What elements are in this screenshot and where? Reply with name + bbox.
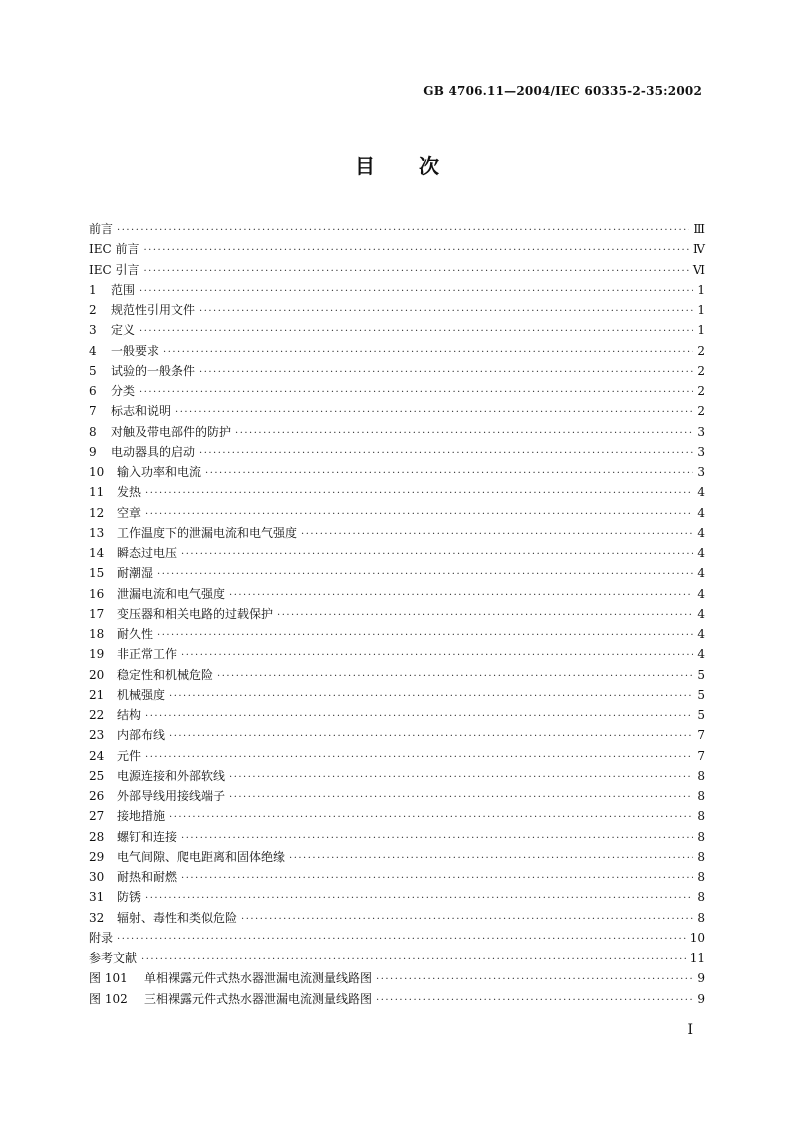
toc-entry-label: 接地措施 <box>117 809 166 824</box>
toc-entry-number: 16 <box>89 586 105 601</box>
toc-entry[interactable] <box>89 705 705 725</box>
toc-entry[interactable] <box>89 422 705 442</box>
toc-entry-number: 4 <box>89 343 97 358</box>
toc-entry[interactable] <box>89 280 705 300</box>
toc-entry-label: 瞬态过电压 <box>117 546 178 560</box>
toc-entry-label: 分类 <box>111 384 136 398</box>
toc-dot-leader <box>301 525 693 545</box>
page-title <box>0 150 794 179</box>
toc-entry-number: 3 <box>89 323 97 338</box>
toc-entry-page: 8 <box>697 789 705 803</box>
toc-dot-leader <box>145 707 693 727</box>
toc-entry-label: 耐潮湿 <box>117 566 154 581</box>
toc-entry[interactable] <box>89 665 705 685</box>
toc-entry-page: 1 <box>697 323 705 338</box>
toc-entry-page: 4 <box>697 505 705 520</box>
toc-entry-number: 18 <box>89 627 105 641</box>
toc-entry-number: 23 <box>89 728 105 743</box>
toc-dot-leader <box>199 363 693 383</box>
toc-entry[interactable] <box>89 685 705 705</box>
toc-entry[interactable] <box>89 361 705 381</box>
toc-entry-number: 20 <box>89 667 105 682</box>
toc-dot-leader <box>229 586 693 606</box>
toc-entry-page: 2 <box>697 384 705 398</box>
toc-entry-label: 定义 <box>111 323 136 338</box>
toc-dot-leader <box>157 565 693 585</box>
toc-entry-number: 26 <box>89 789 105 803</box>
toc-entry-label: 耐热和耐燃 <box>117 870 178 884</box>
toc-entry[interactable] <box>89 948 705 968</box>
toc-entry-number: 10 <box>89 465 105 479</box>
toc-entry-label: 外部导线用接线端子 <box>117 789 226 803</box>
toc-dot-leader <box>229 768 693 788</box>
toc-entry-page: 8 <box>697 910 705 925</box>
toc-entry-page: 7 <box>697 728 705 743</box>
toc-entry-page: 4 <box>697 627 705 641</box>
toc-entry-label: 机械强度 <box>117 687 166 702</box>
toc-entry-page: 4 <box>697 525 705 540</box>
toc-entry-label: 对触及带电部件的防护 <box>111 424 232 439</box>
toc-entry[interactable] <box>89 320 705 340</box>
toc-dot-leader <box>163 343 693 363</box>
toc-entry-page: 9 <box>697 971 705 986</box>
toc-entry-page: 4 <box>697 485 705 500</box>
toc-entry-number: 28 <box>89 829 105 844</box>
toc-entry-label: 标志和说明 <box>111 404 172 419</box>
toc-entry-page: Ⅲ <box>693 222 705 236</box>
page-number: I <box>687 1022 693 1038</box>
toc-entry-number: 5 <box>89 363 97 378</box>
toc-entry-page: 2 <box>697 404 705 419</box>
toc-dot-leader <box>144 262 689 282</box>
toc-entry-page: 4 <box>697 586 705 601</box>
toc-entry-label: 非正常工作 <box>117 647 178 662</box>
toc-entry[interactable] <box>89 968 705 988</box>
toc-dot-leader <box>141 950 686 970</box>
toc-dot-leader <box>199 302 693 322</box>
toc-entry[interactable] <box>89 442 705 462</box>
toc-dot-leader <box>241 910 693 930</box>
toc-entry[interactable] <box>89 725 705 745</box>
toc-entry-page: 3 <box>697 444 705 459</box>
toc-dot-leader <box>169 808 693 828</box>
toc-entry[interactable] <box>89 928 705 948</box>
toc-entry-number: 25 <box>89 768 105 783</box>
toc-entry-label: 元件 <box>117 748 142 763</box>
toc-dot-leader <box>117 930 686 950</box>
toc-dot-leader <box>145 484 693 504</box>
toc-entry-label: 辐射、毒性和类似危险 <box>117 910 238 925</box>
toc-entry-page: 4 <box>697 546 705 560</box>
toc-entry-page: 5 <box>697 708 705 722</box>
toc-dot-leader <box>376 970 693 990</box>
toc-entry-number: 2 <box>89 303 97 317</box>
toc-entry-number: 9 <box>89 444 97 459</box>
toc-dot-leader <box>229 788 693 808</box>
toc-entry-page: 2 <box>697 363 705 378</box>
toc-entry[interactable] <box>89 239 705 259</box>
toc-entry[interactable] <box>89 462 705 482</box>
toc-entry-page: 8 <box>697 849 705 864</box>
toc-entry-page: 1 <box>697 282 705 297</box>
toc-entry-label: 变压器和相关电路的过载保护 <box>117 606 274 621</box>
toc-entry-number: 14 <box>89 546 105 560</box>
toc-entry-label: 输入功率和电流 <box>117 465 202 479</box>
toc-entry-label: 工作温度下的泄漏电流和电气强度 <box>117 525 298 540</box>
toc-entry-label: 参考文献 <box>89 951 138 965</box>
toc-entry-page: 4 <box>697 647 705 662</box>
toc-entry-page: Ⅳ <box>693 242 705 257</box>
toc-entry[interactable] <box>89 401 705 421</box>
toc-entry-number: 27 <box>89 809 105 824</box>
toc-dot-leader <box>181 646 693 666</box>
toc-entry-number: 13 <box>89 525 105 540</box>
toc-entry-number: 17 <box>89 606 105 621</box>
toc-entry-label: 附录 <box>89 930 114 945</box>
toc-dot-leader <box>181 545 693 565</box>
toc-entry-label: 单相裸露元件式热水器泄漏电流测量线路图 <box>144 971 373 986</box>
toc-entry[interactable] <box>89 584 705 604</box>
toc-entry-page: 7 <box>697 748 705 763</box>
toc-entry[interactable] <box>89 867 705 887</box>
toc-dot-leader <box>169 727 693 747</box>
toc-dot-leader <box>277 606 693 626</box>
toc-entry-number: 19 <box>89 647 105 662</box>
toc-entry-number: 31 <box>89 890 105 905</box>
toc-entry-number: 21 <box>89 687 105 702</box>
toc-entry-page: 3 <box>697 424 705 439</box>
toc-dot-leader <box>145 505 693 525</box>
toc-entry[interactable] <box>89 806 705 826</box>
toc-entry-number: 29 <box>89 849 105 864</box>
toc-entry-label: 试验的一般条件 <box>111 363 196 378</box>
toc-dot-leader <box>139 322 693 342</box>
toc-entry-number: 图 102 <box>89 991 128 1006</box>
toc-dot-leader <box>181 829 693 849</box>
toc-dot-leader <box>139 383 693 403</box>
toc-dot-leader <box>289 849 693 869</box>
toc-entry-page: 8 <box>697 809 705 824</box>
toc-entry-label: IEC 引言 <box>89 262 140 277</box>
toc-entry-page: 5 <box>697 667 705 682</box>
toc-entry[interactable] <box>89 644 705 664</box>
toc-dot-leader <box>157 626 693 646</box>
toc-entry[interactable] <box>89 908 705 928</box>
toc-dot-leader <box>175 403 693 423</box>
toc-entry-number: 6 <box>89 384 97 398</box>
toc-entry[interactable] <box>89 341 705 361</box>
toc-entry-number: 7 <box>89 404 97 419</box>
toc-entry-number: 32 <box>89 910 105 925</box>
toc-entry-page: 3 <box>697 465 705 479</box>
toc-entry-page: 9 <box>697 991 705 1006</box>
toc-entry-label: 电源连接和外部软线 <box>117 768 226 783</box>
toc-entry[interactable] <box>89 219 705 239</box>
toc-entry[interactable] <box>89 746 705 766</box>
toc-entry-label: 稳定性和机械危险 <box>117 667 214 682</box>
toc-entry-label: 规范性引用文件 <box>111 303 196 317</box>
toc-entry-number: 8 <box>89 424 97 439</box>
toc-entry[interactable] <box>89 766 705 786</box>
toc-entry-page: 2 <box>697 343 705 358</box>
toc-entry[interactable] <box>89 563 705 583</box>
toc-entry[interactable] <box>89 604 705 624</box>
toc-entry-label: 电气间隙、爬电距离和固体绝缘 <box>117 849 286 864</box>
toc-entry-label: 范围 <box>111 282 136 297</box>
toc-entry[interactable] <box>89 624 705 644</box>
toc-dot-leader <box>169 687 693 707</box>
toc-entry-page: Ⅵ <box>692 262 705 277</box>
toc-entry-page: 4 <box>697 566 705 581</box>
toc-dot-leader <box>217 667 693 687</box>
toc-entry-page: 8 <box>697 870 705 884</box>
table-of-contents <box>89 219 705 1009</box>
title-char-1: 目 <box>355 154 375 178</box>
toc-entry[interactable] <box>89 482 705 502</box>
toc-entry-label: 内部布线 <box>117 728 166 743</box>
toc-entry[interactable] <box>89 827 705 847</box>
toc-entry[interactable] <box>89 847 705 867</box>
toc-dot-leader <box>117 221 689 241</box>
toc-entry-number: 24 <box>89 748 105 763</box>
toc-entry-number: 22 <box>89 708 105 722</box>
toc-entry-label: 结构 <box>117 708 142 722</box>
toc-dot-leader <box>145 889 693 909</box>
toc-entry-number: 11 <box>89 485 105 500</box>
toc-entry[interactable] <box>89 523 705 543</box>
toc-entry[interactable] <box>89 543 705 563</box>
toc-entry-label: 一般要求 <box>111 343 160 358</box>
toc-entry-page: 10 <box>689 930 705 945</box>
toc-dot-leader <box>235 424 693 444</box>
toc-entry-label: 耐久性 <box>117 627 154 641</box>
toc-entry-label: 泄漏电流和电气强度 <box>117 586 226 601</box>
toc-dot-leader <box>145 748 693 768</box>
toc-entry-page: 8 <box>697 890 705 905</box>
toc-entry-label: IEC 前言 <box>89 242 140 257</box>
toc-entry-label: 电动器具的启动 <box>111 444 196 459</box>
toc-entry[interactable] <box>89 786 705 806</box>
toc-dot-leader <box>139 282 693 302</box>
toc-entry-label: 防锈 <box>117 890 142 905</box>
standard-number: GB 4706.11—2004/IEC 60335-2-35:2002 <box>423 84 702 98</box>
toc-entry[interactable] <box>89 260 705 280</box>
toc-dot-leader <box>199 444 693 464</box>
toc-entry-label: 螺钉和连接 <box>117 829 178 844</box>
toc-entry-page: 8 <box>697 829 705 844</box>
toc-entry-label: 空章 <box>117 505 142 520</box>
toc-entry-page: 4 <box>697 606 705 621</box>
toc-entry-number: 12 <box>89 505 105 520</box>
toc-entry-number: 30 <box>89 870 105 884</box>
toc-dot-leader <box>376 991 693 1011</box>
toc-entry[interactable] <box>89 381 705 401</box>
toc-entry-number: 1 <box>89 282 97 297</box>
toc-entry[interactable] <box>89 989 705 1009</box>
toc-entry-number: 图 101 <box>89 971 128 986</box>
toc-dot-leader <box>205 464 693 484</box>
toc-entry-number: 15 <box>89 566 105 581</box>
toc-entry[interactable] <box>89 300 705 320</box>
toc-entry[interactable] <box>89 887 705 907</box>
toc-entry-page: 11 <box>689 951 705 965</box>
toc-entry-page: 8 <box>697 768 705 783</box>
toc-entry-label: 前言 <box>89 222 114 236</box>
toc-entry-label: 发热 <box>117 485 142 500</box>
toc-dot-leader <box>181 869 693 889</box>
toc-entry-label: 三相裸露元件式热水器泄漏电流测量线路图 <box>144 991 373 1006</box>
toc-entry-page: 1 <box>697 303 705 317</box>
toc-entry[interactable] <box>89 503 705 523</box>
title-char-2: 次 <box>419 154 439 178</box>
toc-dot-leader <box>144 241 690 261</box>
toc-entry-page: 5 <box>697 687 705 702</box>
